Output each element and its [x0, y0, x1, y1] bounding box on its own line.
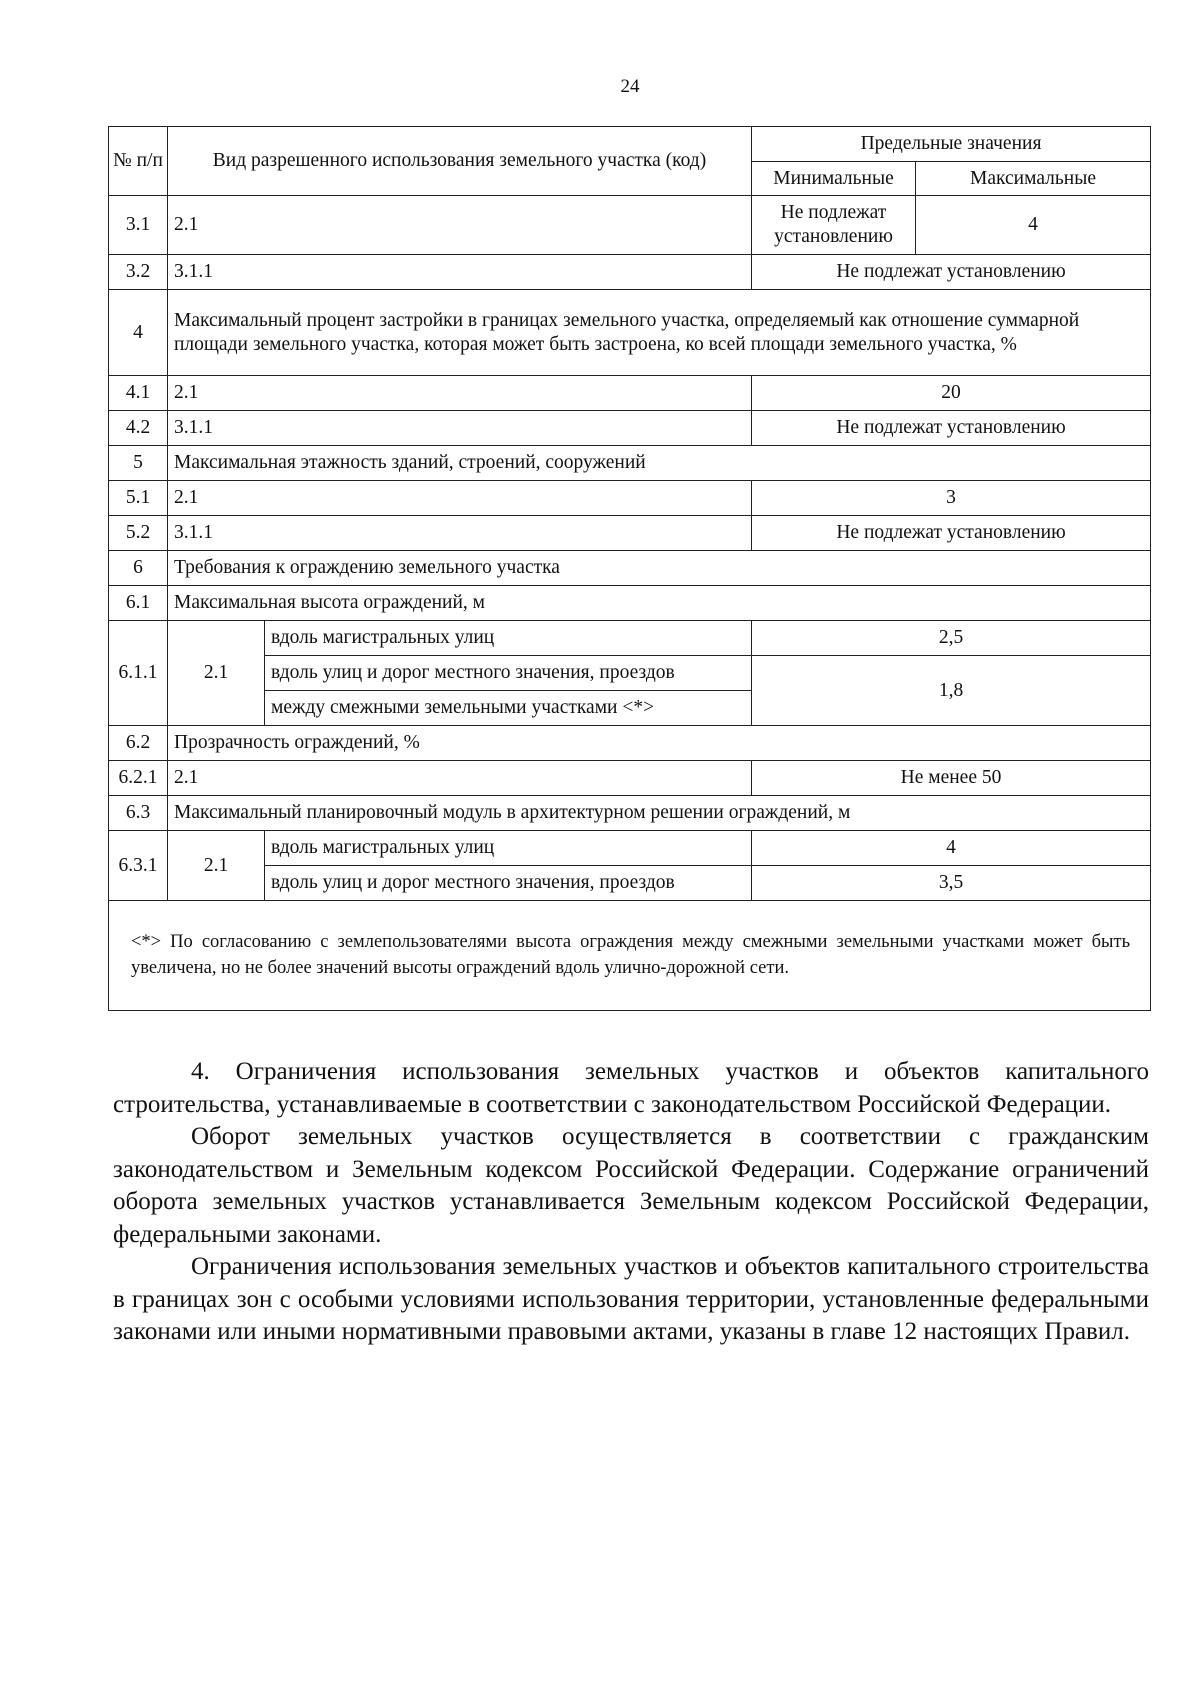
row-num: 3.2 — [109, 255, 168, 290]
table-row — [109, 446, 1151, 481]
row-max: 4 — [916, 196, 1151, 255]
row-subtype: вдоль улиц и дорог местного значения, проездов — [265, 866, 752, 901]
row-num: 6.2.1 — [109, 761, 168, 796]
paragraph: 4. Ограничения использования земельных участков и объектов капитального строительства, устанавливаемые в соответствии с законодательством Российской Федерации. — [113, 1058, 1149, 1118]
table-header-row — [109, 127, 1151, 162]
row-code: 2.1 — [168, 481, 752, 516]
row-subtype: между смежными земельными участками <*> — [265, 691, 752, 726]
row-code: 3.1.1 — [168, 516, 752, 551]
row-num: 6.1 — [109, 586, 168, 621]
table-row — [109, 761, 1151, 796]
row-code: 2.1 — [168, 621, 265, 726]
row-value: 1,8 — [752, 656, 1151, 726]
header-type: Вид разрешенного использования земельного участка (код) — [168, 127, 752, 196]
row-code: 3.1.1 — [168, 255, 752, 290]
row-code: 2.1 — [168, 831, 265, 901]
row-num: 5.1 — [109, 481, 168, 516]
row-code: 2.1 — [168, 196, 752, 255]
row-value: 3,5 — [752, 866, 1151, 901]
paragraph: Оборот земельных участков осуществляется в соответствии с гражданским законодательством и Земельным кодексом Российской Федерации. Содержание ограничений оборота земельных участков устанавливается Земельным кодексом Российской Федерации, федеральными законами. — [113, 1123, 1149, 1248]
table-row — [109, 796, 1151, 831]
row-subtype: вдоль магистральных улиц — [265, 621, 752, 656]
row-code: 2.1 — [168, 376, 752, 411]
row-section-text: Требования к ограждению земельного участка — [168, 551, 1151, 586]
table-footnote: <*> По согласованию с землепользователями высота ограждения между смежными земельными участками может быть увеличена, но не более значений высоты ограждений вдоль улично-дорожной сети. — [109, 901, 1151, 1011]
row-section-text: Максимальный процент застройки в границах земельного участка, определяемый как отношение суммарной площади земельного участка, которая может быть застроена, ко всей площади земельного участка, % — [168, 290, 1151, 376]
table-row — [109, 516, 1151, 551]
table-row — [109, 376, 1151, 411]
body-text — [113, 1056, 1149, 1349]
table-row — [109, 551, 1151, 586]
table-row — [109, 656, 1151, 691]
row-num: 4 — [109, 290, 168, 376]
row-value: Не подлежат установлению — [752, 411, 1151, 446]
page-number: 24 — [620, 76, 640, 97]
row-value: 2,5 — [752, 621, 1151, 656]
header-limits: Предельные значения — [752, 127, 1151, 162]
row-value: Не подлежат установлению — [752, 255, 1151, 290]
row-num: 3.1 — [109, 196, 168, 255]
row-value: Не менее 50 — [752, 761, 1151, 796]
table-row — [109, 831, 1151, 866]
header-num: № п/п — [109, 127, 168, 196]
table-row — [109, 726, 1151, 761]
row-section-text: Максимальная этажность зданий, строений, сооружений — [168, 446, 1151, 481]
row-num: 6.2 — [109, 726, 168, 761]
table-row — [109, 411, 1151, 446]
row-code: 3.1.1 — [168, 411, 752, 446]
regulations-table — [108, 126, 1151, 1011]
row-num: 6.3 — [109, 796, 168, 831]
row-num: 6.1.1 — [109, 621, 168, 726]
row-value: Не подлежат установлению — [752, 516, 1151, 551]
footnote-row — [109, 901, 1151, 1011]
row-section-text: Максимальный планировочный модуль в архитектурном решении ограждений, м — [168, 796, 1151, 831]
row-num: 6.3.1 — [109, 831, 168, 901]
table-row — [109, 481, 1151, 516]
header-min: Минимальные — [752, 162, 916, 196]
row-value: 3 — [752, 481, 1151, 516]
table-row — [109, 196, 1151, 255]
row-num: 4.2 — [109, 411, 168, 446]
table-row — [109, 866, 1151, 901]
row-num: 4.1 — [109, 376, 168, 411]
row-value: 20 — [752, 376, 1151, 411]
row-num: 5 — [109, 446, 168, 481]
row-num: 5.2 — [109, 516, 168, 551]
row-code: 2.1 — [168, 761, 752, 796]
row-section-text: Прозрачность ограждений, % — [168, 726, 1151, 761]
table-row — [109, 255, 1151, 290]
table-row — [109, 290, 1151, 376]
row-num: 6 — [109, 551, 168, 586]
row-section-text: Максимальная высота ограждений, м — [168, 586, 1151, 621]
row-min: Не подлежат установлению — [752, 196, 916, 255]
header-max: Максимальные — [916, 162, 1151, 196]
table-row — [109, 586, 1151, 621]
row-value: 4 — [752, 831, 1151, 866]
row-subtype: вдоль магистральных улиц — [265, 831, 752, 866]
table-row — [109, 621, 1151, 656]
row-subtype: вдоль улиц и дорог местного значения, проездов — [265, 656, 752, 691]
paragraph: Ограничения использования земельных участков и объектов капитального строительства в границах зон с особыми условиями использования территории, установленные федеральными законами или иными нормативными правовыми актами, указаны в главе 12 настоящих Правил. — [113, 1253, 1149, 1345]
